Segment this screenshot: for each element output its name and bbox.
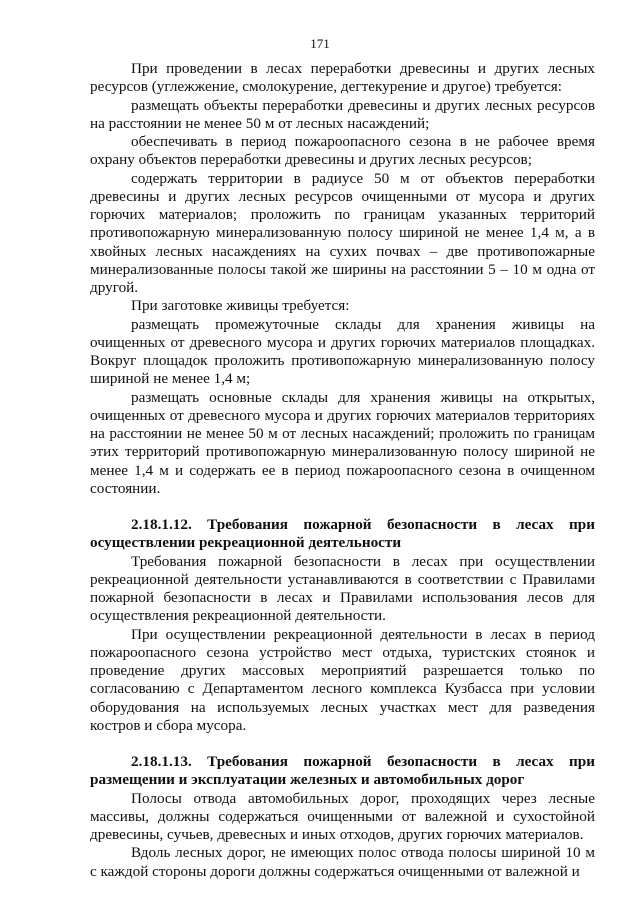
paragraph: Требования пожарной безопасности в лесах при осуществлении рекреационной деятельности устанавливаются в соответствии с Правилами пожарной безопасности в лесах и Правилами использования лесов для осуществления рекреационной деятельности. [90,552,595,625]
paragraph: обеспечивать в период пожароопасного сезона в не рабочее время охрану объектов переработки древесины и других лесных ресурсов; [90,133,595,169]
paragraph: Вдоль лесных дорог, не имеющих полос отвода полосы шириной 10 м с каждой стороны дороги должны содержаться очищенными от валежной и [90,844,595,880]
paragraph: При проведении в лесах переработки древесины и других лесных ресурсов (углежжение, смолокурение, дегтекурение и другое) требуется: [90,60,595,96]
paragraph: размещать объекты переработки древесины и других лесных ресурсов на расстоянии не менее 50 м от лесных насаждений; [90,96,595,132]
section-heading: 2.18.1.13. Требования пожарной безопасности в лесах при размещении и эксплуатации железных и автомобильных дорог [90,753,595,789]
section-spacer [90,735,595,753]
paragraph: содержать территории в радиусе 50 м от объектов переработки древесины и других лесных ресурсов очищенными от мусора и других горючих материалов; проложить по границам указанных территорий противопожарную минерализованную полосу шириной не менее 1,4 м, а в хвойных лесных насаждениях на сухих почвах – две противопожарные минерализованные полосы такой же ширины на расстоянии 5 – 10 м одна от другой. [90,169,595,296]
document-body [90,60,595,881]
section-heading: 2.18.1.12. Требования пожарной безопасности в лесах при осуществлении рекреационной деятельности [90,516,595,552]
paragraph: Полосы отвода автомобильных дорог, проходящих через лесные массивы, должны содержаться очищенными от валежной и сухостойной древесины, сучьев, древесных и иных отходов, других горючих материалов. [90,789,595,843]
section-spacer [90,498,595,516]
paragraph: размещать промежуточные склады для хранения живицы на очищенных от древесного мусора и других горючих материалов площадках. Вокруг площадок проложить противопожарную минерализованную полосу шириной не менее 1,4 м; [90,315,595,388]
paragraph: При осуществлении рекреационной деятельности в лесах в период пожароопасного сезона устройство мест отдыха, туристских стоянок и проведение других массовых мероприятий разрешается только по согласованию с Департаментом лесного комплекса Кузбасса при условии оборудования на используемых лесных участках мест для разведения костров и сбора мусора. [90,625,595,734]
paragraph: При заготовке живицы требуется: [131,297,350,315]
paragraph: размещать основные склады для хранения живицы на открытых, очищенных от древесного мусора и других горючих материалов территориях на расстоянии не менее 50 м от лесных насаждений; проложить по границам этих территорий противопожарную минерализованную полосу шириной не менее 1,4 м и содержать ее в период пожароопасного сезона в очищенном состоянии. [90,388,595,497]
page-number: 171 [310,36,330,51]
